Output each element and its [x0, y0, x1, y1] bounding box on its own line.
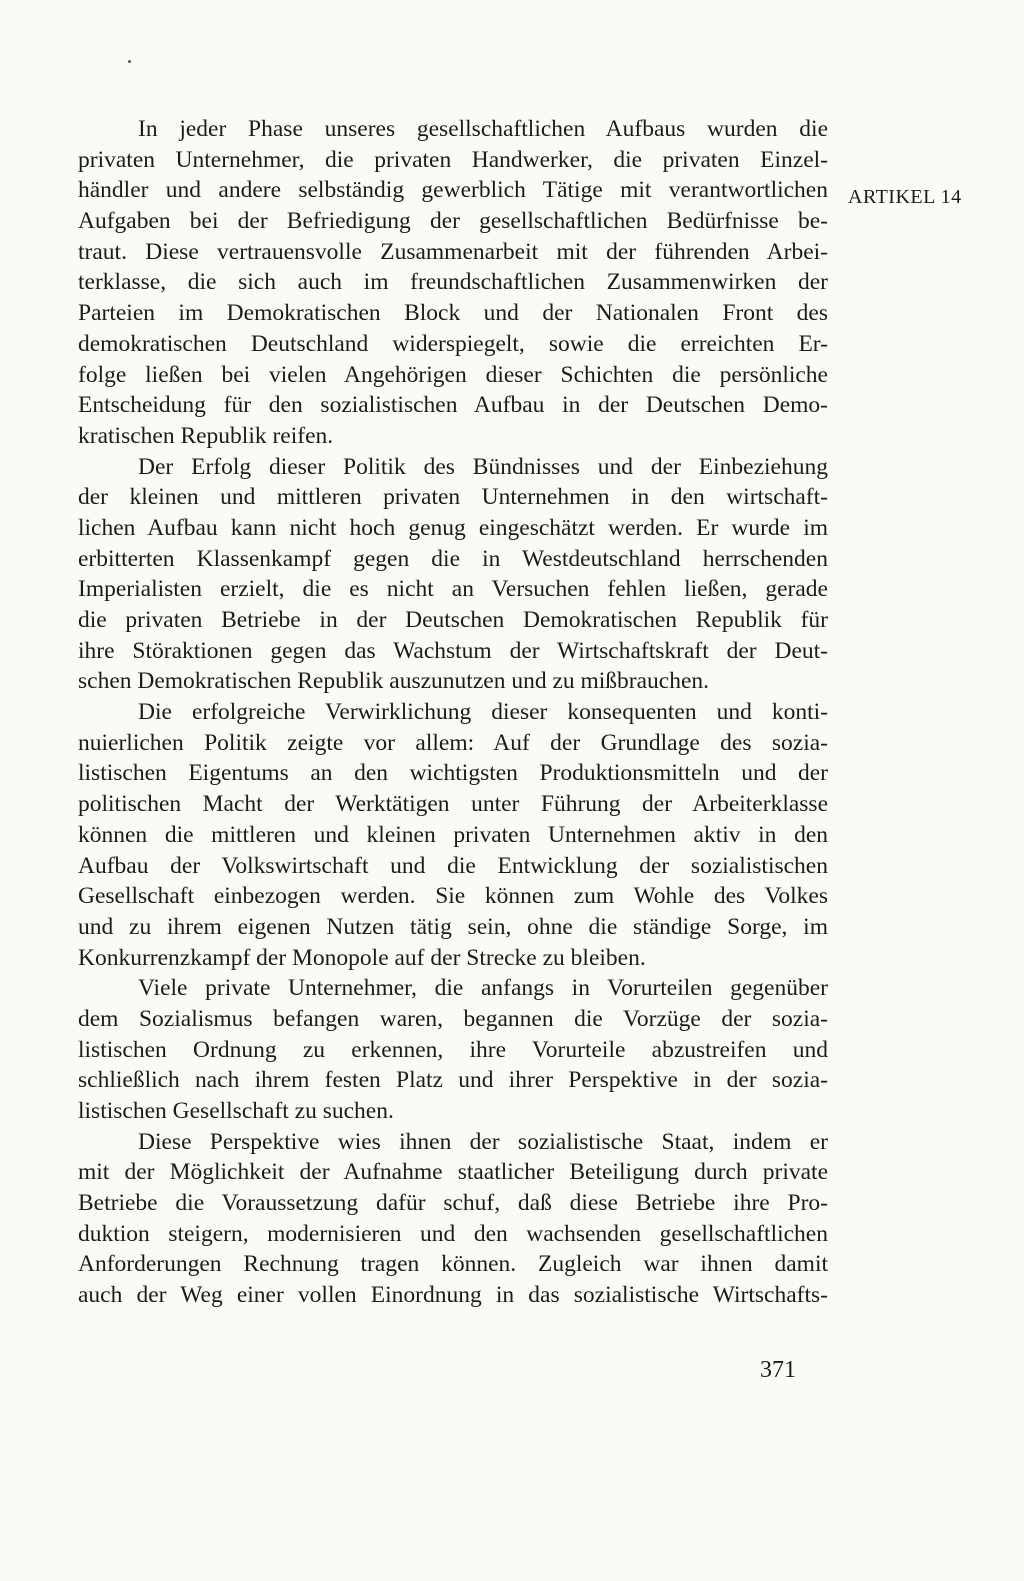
text-line: Parteien im Demokratischen Block und der Nationalen Front des: [78, 300, 828, 327]
text-line: und zu ihrem eigenen Nutzen tätig sein, ohne die ständige Sorge, im: [78, 913, 828, 940]
text-line: Aufbau der Volkswirtschaft und die Entwicklung der sozialistischen: [78, 852, 828, 879]
text-line: Gesellschaft einbezogen werden. Sie können zum Wohle des Volkes: [78, 883, 828, 910]
text-line: traut. Diese vertrauensvolle Zusammenarbeit mit der führenden Arbei-: [78, 238, 828, 265]
text-line: erbitterten Klassenkampf gegen die in Westdeutschland herrschenden: [78, 545, 828, 572]
text-line: Anforderungen Rechnung tragen können. Zugleich war ihnen damit: [78, 1251, 828, 1278]
text-line: listischen Ordnung zu erkennen, ihre Vorurteile abzustreifen und: [78, 1036, 828, 1063]
text-line: auch der Weg einer vollen Einordnung in das sozialistische Wirtschafts-: [78, 1282, 828, 1309]
text-line: Betriebe die Voraussetzung dafür schuf, daß diese Betriebe ihre Pro-: [78, 1190, 828, 1217]
paragraph-4: [78, 973, 828, 1126]
text-line: können die mittleren und kleinen privaten Unternehmen aktiv in den: [78, 821, 828, 848]
text-line: Entscheidung für den sozialistischen Aufbau in der Deutschen Demo-: [78, 392, 828, 419]
text-line: Imperialisten erzielt, die es nicht an Versuchen fehlen ließen, gerade: [78, 576, 828, 603]
text-line: mit der Möglichkeit der Aufnahme staatlicher Beteiligung durch private: [78, 1159, 828, 1186]
text-line: schen Demokratischen Republik auszunutzen und zu mißbrauchen.: [78, 668, 710, 695]
text-line: folge ließen bei vielen Angehörigen dieser Schichten die persönliche: [78, 361, 828, 388]
text-line: In jeder Phase unseres gesellschaftlichen Aufbaus wurden die: [138, 116, 828, 142]
text-line: händler und andere selbständig gewerblich Tätige mit verantwortlichen: [78, 177, 828, 204]
text-line: Aufgaben bei der Befriedigung der gesellschaftlichen Bedürfnisse be-: [78, 208, 828, 235]
paragraph-1: [78, 114, 828, 452]
text-line: die privaten Betriebe in der Deutschen Demokratischen Republik für: [78, 607, 828, 633]
text-line: Diese Perspektive wies ihnen der sozialistische Staat, indem er: [138, 1128, 828, 1155]
text-line: terklasse, die sich auch im freundschaftlichen Zusammenwirken der: [78, 269, 828, 296]
paragraph-3: [78, 697, 828, 973]
text-line: Die erfolgreiche Verwirklichung dieser konsequenten und konti-: [138, 699, 828, 726]
text-line: listischen Eigentums an den wichtigsten Produktionsmitteln und der: [78, 760, 828, 787]
text-line: demokratischen Deutschland widerspiegelt, sowie die erreichten Er-: [78, 330, 828, 357]
text-line: ihre Störaktionen gegen das Wachstum der Wirtschaftskraft der Deut-: [78, 637, 828, 664]
paragraph-5: [78, 1127, 828, 1311]
text-line: schließlich nach ihrem festen Platz und ihrer Perspektive in der sozia-: [78, 1067, 828, 1094]
text-line: privaten Unternehmer, die privaten Handwerker, die privaten Einzel-: [78, 146, 828, 173]
print-speck: [128, 60, 131, 63]
text-line: listischen Gesellschaft zu suchen.: [78, 1098, 394, 1124]
paragraph-2: [78, 452, 828, 698]
text-line: nuierlichen Politik zeigte vor allem: Auf der Grundlage des sozia-: [78, 729, 828, 756]
text-line: Konkurrenzkampf der Monopole auf der Strecke zu bleiben.: [78, 944, 646, 971]
text-line: dem Sozialismus befangen waren, begannen die Vorzüge der sozia-: [78, 1005, 828, 1032]
page-number: 371: [760, 1357, 796, 1383]
text-line: politischen Macht der Werktätigen unter Führung der Arbeiterklasse: [78, 791, 828, 818]
text-line: Viele private Unternehmer, die anfangs in Vorurteilen gegenüber: [138, 975, 828, 1002]
text-line: duktion steigern, modernisieren und den wachsenden gesellschaftlichen: [78, 1220, 828, 1247]
text-line: lichen Aufbau kann nicht hoch genug eingeschätzt werden. Er wurde im: [78, 514, 828, 541]
text-line: der kleinen und mittleren privaten Unternehmen in den wirtschaft-: [78, 484, 828, 511]
text-line: kratischen Republik reifen.: [78, 422, 334, 449]
body-text: [78, 114, 828, 1311]
text-line: Der Erfolg dieser Politik des Bündnisses und der Einbeziehung: [138, 453, 828, 480]
margin-note-article: ARTIKEL 14: [848, 186, 962, 208]
